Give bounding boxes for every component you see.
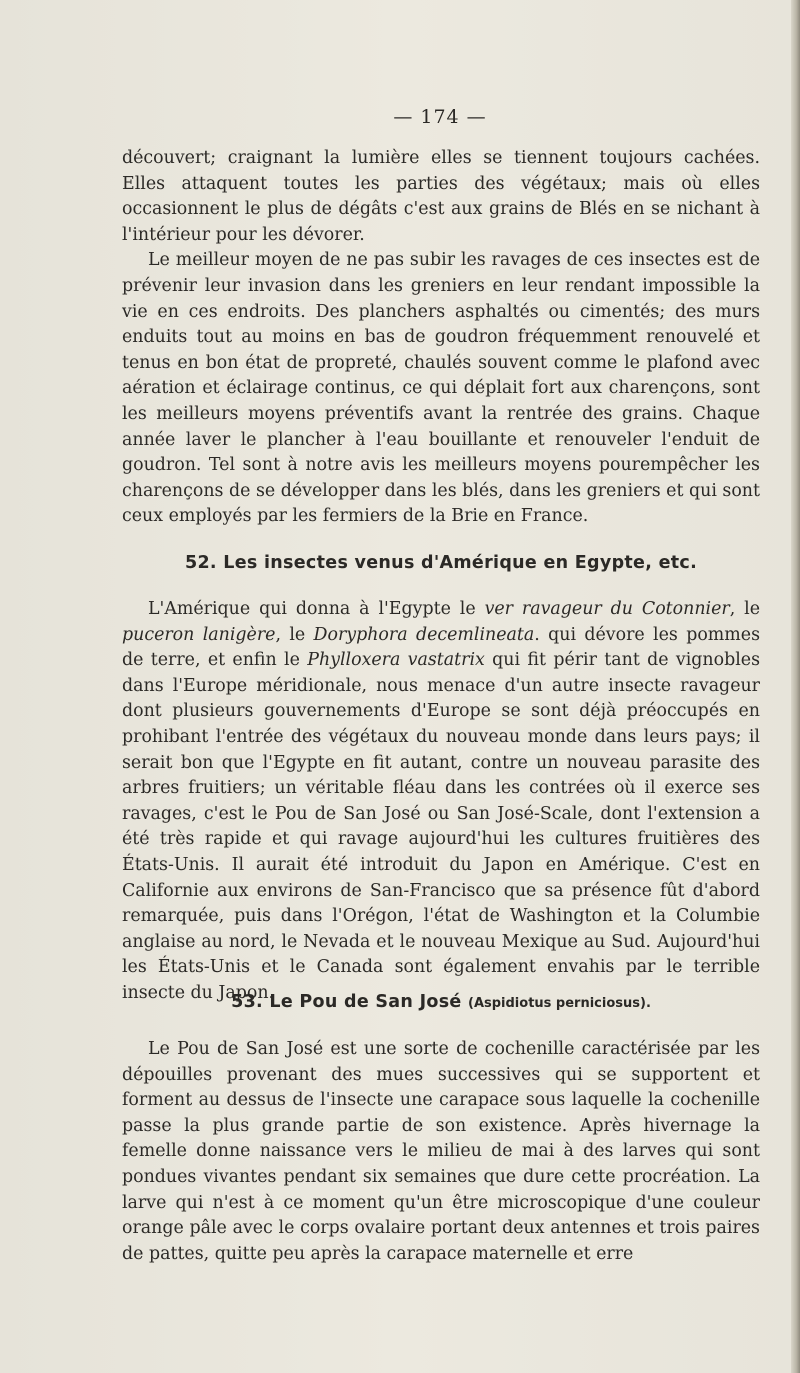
section-heading [122, 992, 760, 1012]
paragraph: Le meilleur moyen de ne pas subir les ravages de ces insectes est de prévenir leur invasion dans les greniers en leur rendant impossible la vie en ces endroits. Des planchers asphaltés ou cimentés; des murs enduits tout au moins en bas de goudron fréquemment renouvelé et tenus en bon état de propreté, chaulés souvent comme le plafond avec aération et éclairage continus, ce qui déplait fort aux charençons, sont les meilleurs moyens préventifs avant la rentrée des grains. Chaque année laver le plancher à l'eau bouillante et renouveler l'enduit de goudron. Tel sont à notre avis les meilleurs moyens pourempêcher les charençons de se développer dans les blés, dans les greniers et qui sont ceux employés par les fermiers de la Brie en France. [122, 250, 760, 527]
species-name: Phylloxera vastatrix [307, 650, 485, 671]
section-52-body [122, 597, 760, 1007]
page-number: — 174 — [393, 106, 487, 128]
paragraph: Le Pou de San José est une sorte de cochenille caractérisée par les dépouilles provenant des mues successives qui se supportent et forment au dessus de l'insecte une carapace sous laquelle la cochenille passe la plus grande partie de son existence. Après hivernage la femelle donne naissance vers le milieu de mai à des larves qui sont pondues vivantes pendant six semaines que dure cette procréation. La larve qui n'est à ce moment qu'un être microscopique d'une couleur orange pâle avec le corps ovalaire portant deux antennes et trois paires de pattes, quitte peu après la carapace maternelle et erre [122, 1039, 760, 1264]
text-run: . qui dévore les pommes de terre, et enfin le [122, 624, 760, 671]
text-run: , le [275, 624, 314, 645]
section-53-body [122, 1037, 760, 1267]
section-heading: 52. Les insectes venus d'Amérique en Egypte, etc. [184, 553, 698, 573]
species-name: puceron lanigère [122, 624, 276, 645]
heading-subtitle: (Aspidiotus perniciosus). [468, 996, 651, 1011]
heading-title: 53. Le Pou de San José [231, 992, 462, 1012]
paragraph: découvert; craignant la lumière elles se tiennent toujours cachées. Elles attaquent toutes les parties des végétaux; mais où elles occasionnent le plus de dégâts c'est aux grains de Blés en se nichant à l'intérieur pour les dévorer. [122, 148, 760, 245]
text-run: , le [729, 599, 760, 619]
text-run: qui fit périr tant de vignobles dans l'Europe méridionale, nous menace d'un autre insecte ravageur dont plusieurs gouvernements d'Europe se sont déjà préoccupés en prohibant l'entrée des végétaux du nouveau monde dans leurs pays; il serait bon que l'Egypte en fit autant, contre un nouveau parasite des arbres fruitiers; un véritable fléau dans les contrées où il exerce ses ravages, c'est le Pou de San José ou San José-Scale, dont l'extension a été très rapide et qui ravage aujourd'hui les cultures fruitières des États-Unis. Il aurait été introduit du Japon en Amérique. C'est en Californie aux environs de San-Francisco que sa présence fût d'abord remarquée, puis dans l'Orégon, l'état de Washington et la Columbie anglaise au nord, le Nevada et le nouveau Mexique au Sud. Aujourd'hui les États-Unis et le Canada sont également envahis par le terrible insecte du Japon. [122, 650, 761, 1003]
text-block-top [122, 146, 760, 530]
species-name: ver ravageur du Cotonnier [484, 599, 730, 619]
text-run: L'Amérique qui donna à l'Egypte le [148, 599, 485, 619]
page-edge [791, 0, 800, 1373]
species-name: Doryphora decemlineata [313, 624, 535, 645]
paragraph [122, 597, 760, 1007]
